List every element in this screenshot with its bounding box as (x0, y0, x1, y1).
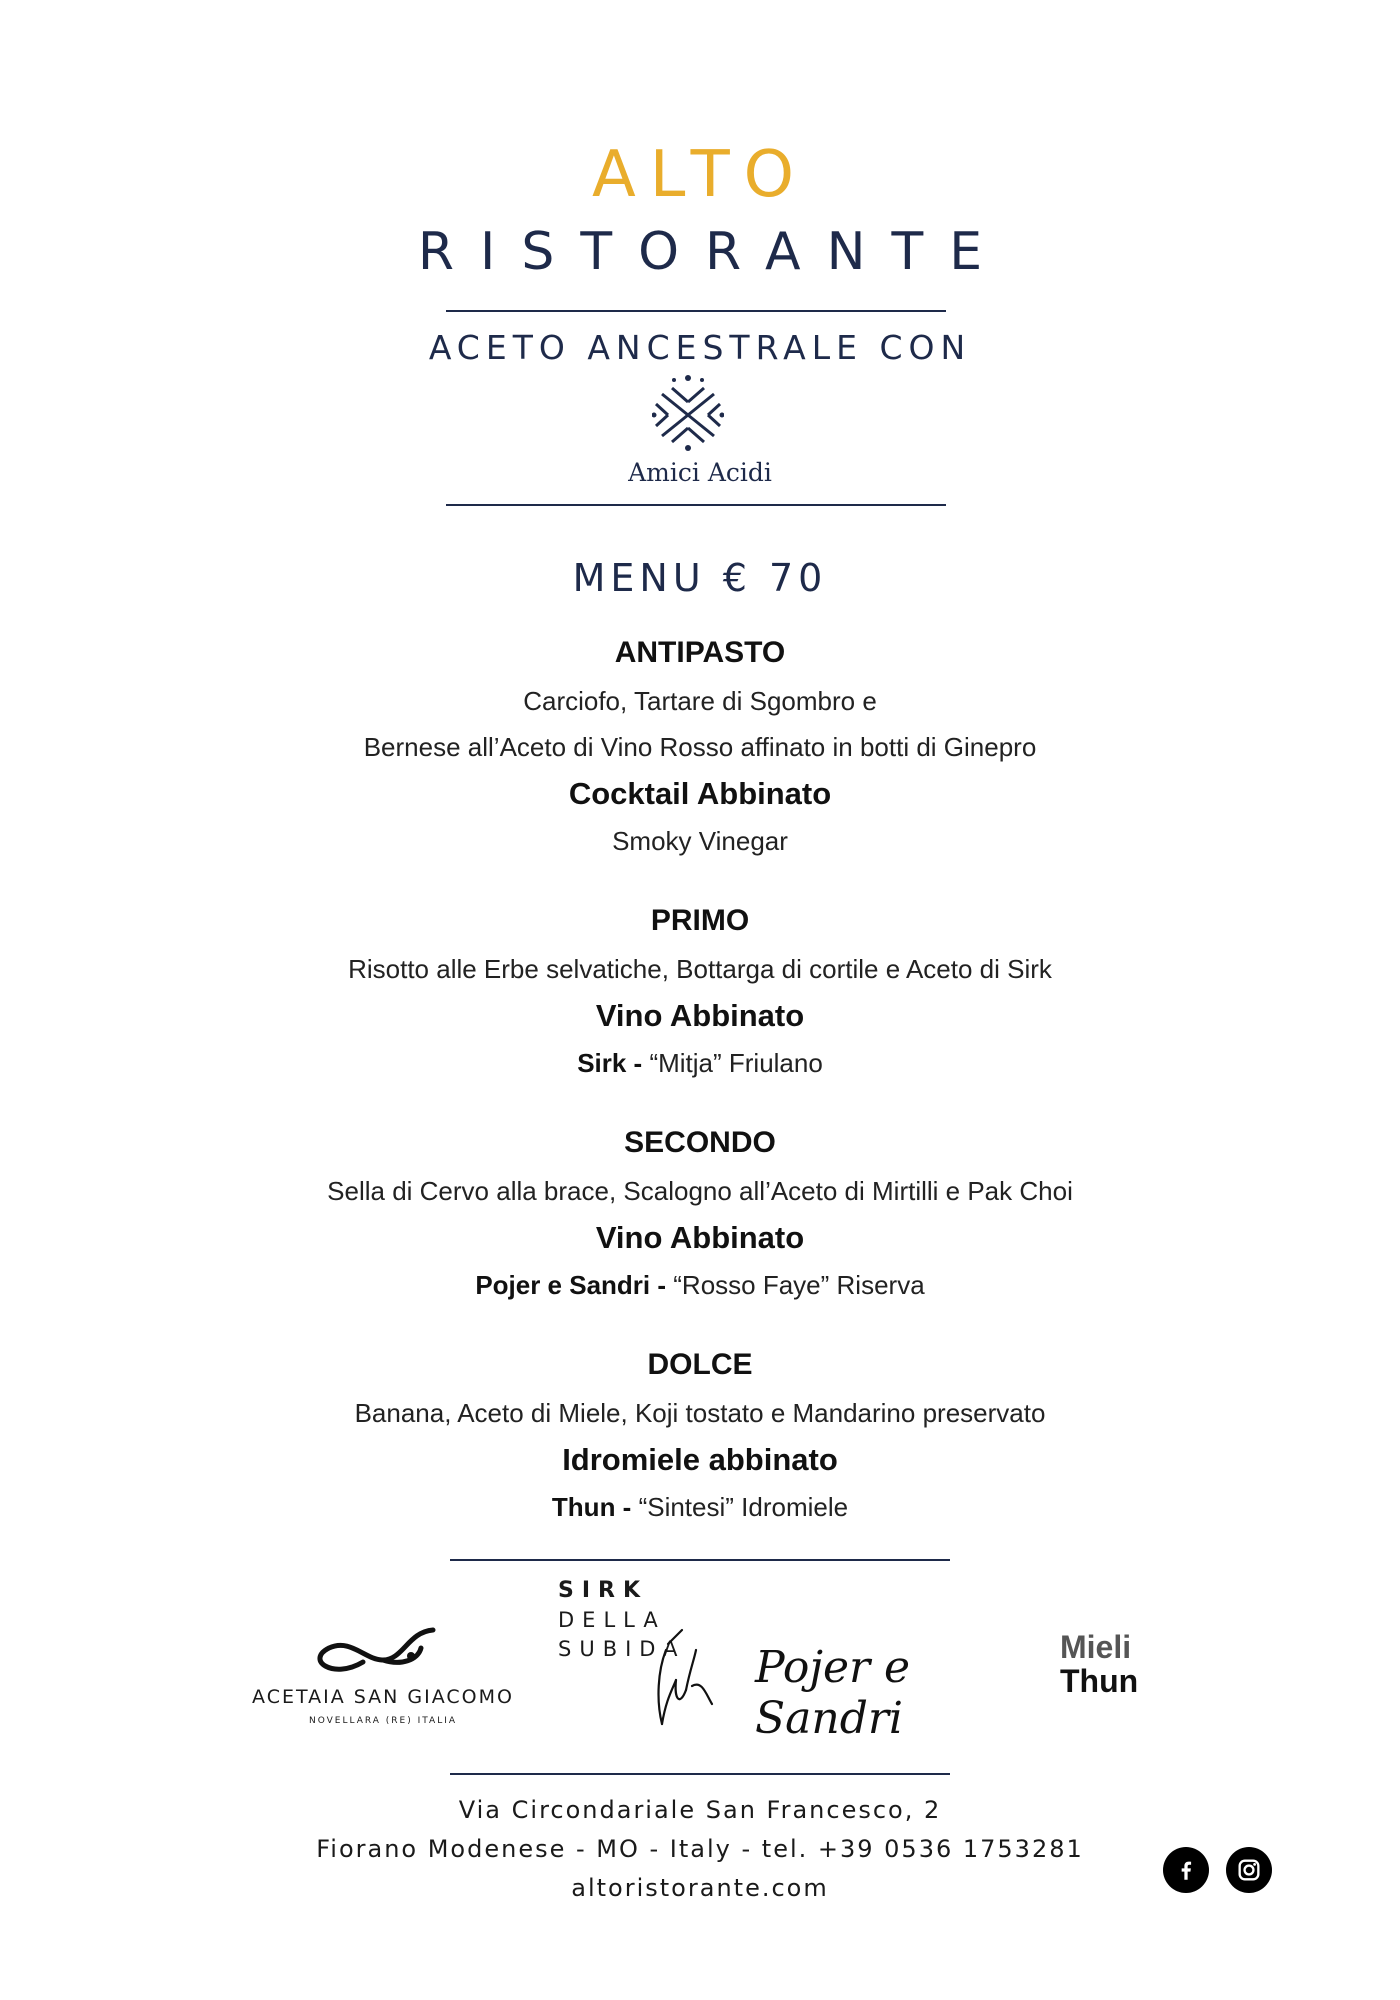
course-name: DOLCE (647, 1348, 753, 1381)
dish-line: Carciofo, Tartare di Sgombro e (523, 686, 877, 716)
pairing-producer: Sirk - (577, 1048, 650, 1078)
pairing-producer: Pojer e Sandri - (475, 1270, 674, 1300)
pairing-line (0, 826, 1400, 857)
sponsor-pojer-e-sandri: Pojer e Sandri (755, 1642, 911, 1744)
pairing-producer: Thun - (551, 1492, 639, 1522)
sirk-subtitle-1: DELLA (558, 1608, 666, 1632)
footer-website[interactable]: altoristorante.com (571, 1874, 829, 1902)
sponsor-sirk-della-subida (558, 1580, 738, 1760)
brand-name-ristorante: RISTORANTE (417, 222, 1009, 282)
acetaia-name: ACETAIA SAN GIACOMO (252, 1686, 514, 1708)
sirk-title: SIRK (558, 1578, 649, 1603)
mieli-thun-line-2: Thun (1060, 1663, 1139, 1699)
header-divider-top (446, 310, 946, 312)
footer-city-phone: Fiorano Modenese - MO - Italy - tel. +39 0536 1753281 (316, 1835, 1084, 1863)
pairing-line (0, 1492, 1400, 1523)
dish-line: Banana, Aceto di Miele, Koji tostato e Mandarino preservato (354, 1398, 1046, 1428)
mieli-thun-line-1: Mieli (1060, 1629, 1132, 1665)
dish-line: Bernese all’Aceto di Vino Rosso affinato in botti di Ginepro (363, 732, 1037, 762)
facebook-glyph-icon (1173, 1857, 1199, 1883)
acetaia-logo-icon (233, 1620, 533, 1682)
event-title: ACETO ANCESTRALE CON (428, 328, 972, 367)
course-name: PRIMO (650, 904, 750, 937)
pairing-label: Cocktail Abbinato (568, 776, 832, 811)
pairing-label: Vino Abbinato (595, 1220, 805, 1255)
pairing-name: Smoky Vinegar (612, 826, 788, 856)
acetaia-location: NOVELLARA (RE) ITALIA (308, 1716, 458, 1726)
pairing-label: Vino Abbinato (595, 998, 805, 1033)
sirk-subtitle-2: SUBIDA (558, 1637, 686, 1661)
course-name: SECONDO (624, 1126, 776, 1159)
sponsors-divider-top (450, 1559, 950, 1561)
sirk-signature-icon (636, 1620, 736, 1730)
sponsors-divider-bottom (450, 1773, 950, 1775)
sponsor-mieli-thun (1060, 1630, 1170, 1710)
instagram-glyph-icon (1235, 1856, 1263, 1884)
dish-line: Sella di Cervo alla brace, Scalogno all’Aceto di Mirtilli e Pak Choi (327, 1176, 1073, 1206)
sponsor-acetaia-san-giacomo (233, 1620, 533, 1726)
dish-line: Risotto alle Erbe selvatiche, Bottarga di cortile e Aceto di Sirk (348, 954, 1052, 984)
course-name: ANTIPASTO (614, 636, 786, 669)
pairing-name: “Mitja” Friulano (649, 1048, 823, 1078)
menu-title: MENU € 70 (572, 556, 828, 600)
header-divider-bottom (446, 504, 946, 506)
pairing-line (0, 1270, 1400, 1301)
brand-name-alto: ALTO (591, 138, 809, 212)
instagram-icon[interactable] (1226, 1847, 1272, 1893)
pairing-line (0, 1048, 1400, 1079)
pairing-name: “Sintesi” Idromiele (638, 1492, 849, 1522)
footer-address: Via Circondariale San Francesco, 2 (458, 1796, 942, 1824)
amici-acidi-logo-icon (652, 374, 724, 452)
facebook-icon[interactable] (1163, 1847, 1209, 1893)
partner-name: Amici Acidi (628, 458, 772, 487)
pairing-label: Idromiele abbinato (562, 1442, 838, 1477)
pairing-name: “Rosso Faye” Riserva (673, 1270, 925, 1300)
